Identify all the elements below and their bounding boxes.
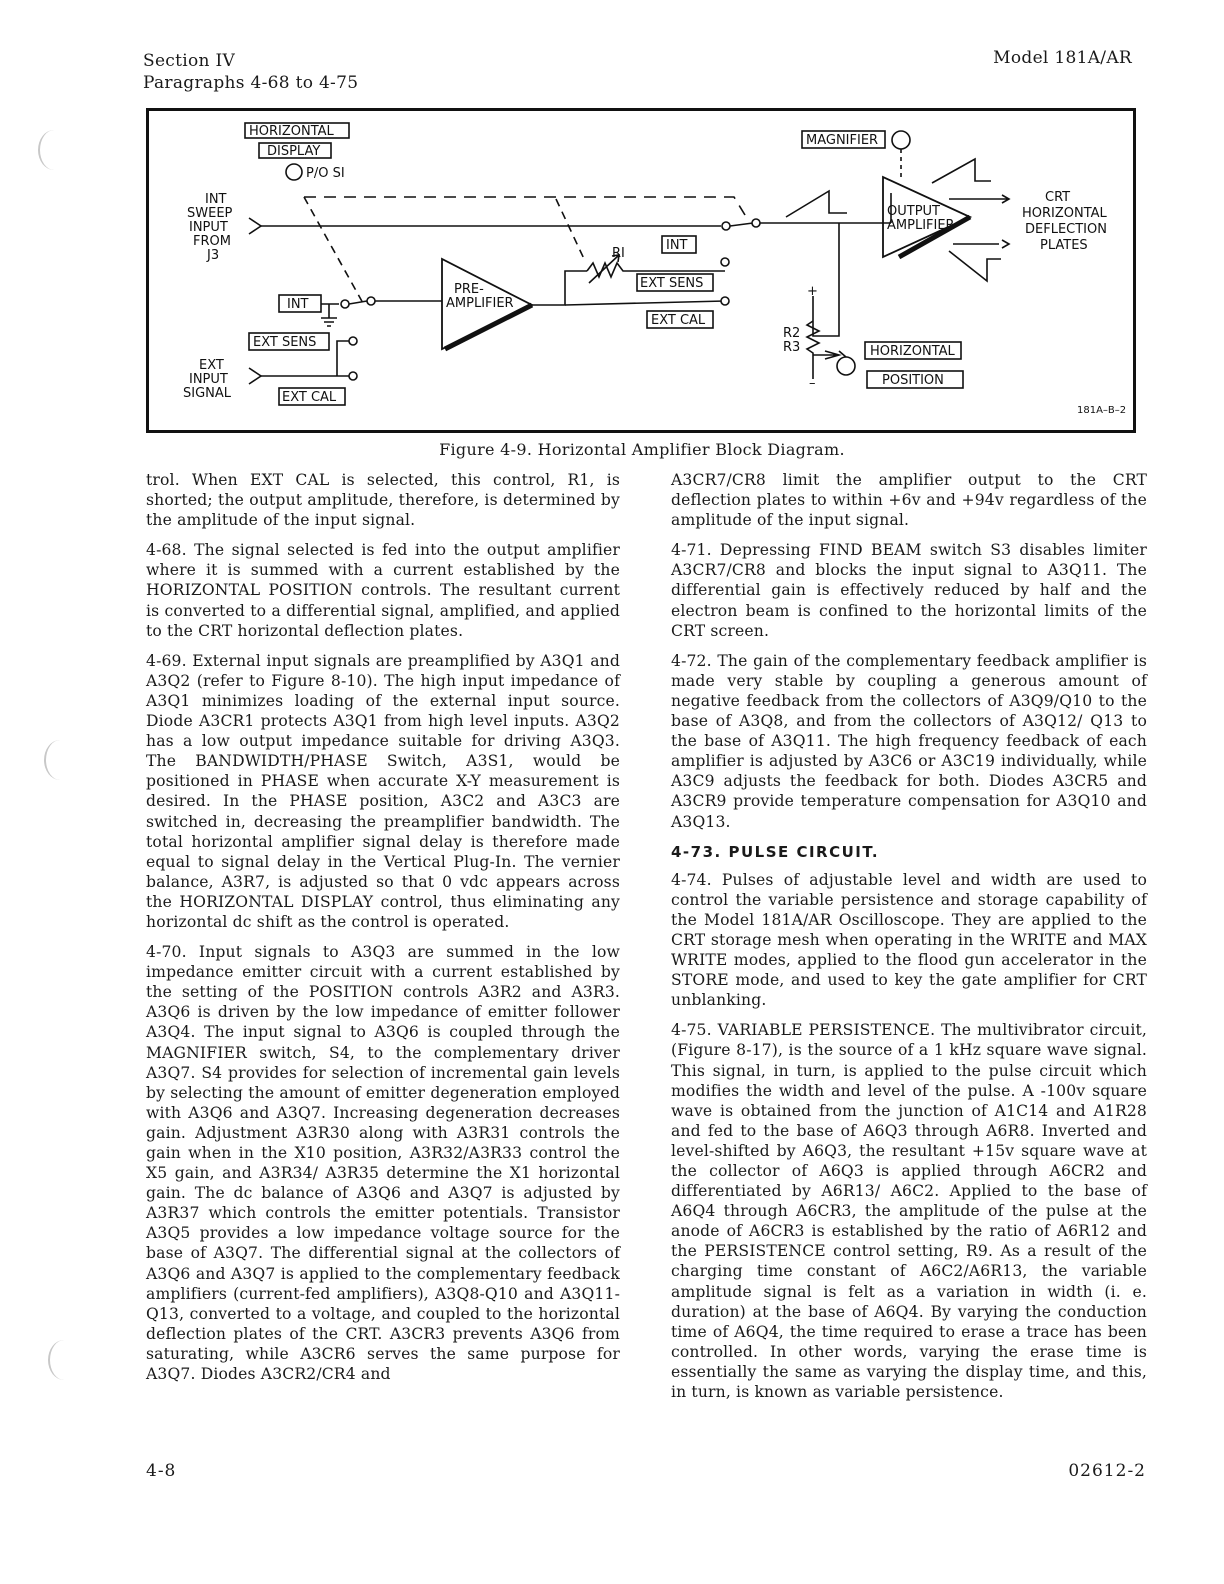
int-sweep-label-1: INT bbox=[205, 192, 227, 207]
display-switch-knob bbox=[286, 164, 302, 180]
int-sweep-label-3: INPUT bbox=[189, 220, 228, 235]
paragraph: trol. When EXT CAL is selected, this control, R1, is shorted; the output amplitude, therefore, is determined by the amplitude of the input signal. bbox=[146, 471, 620, 530]
left-text-column bbox=[146, 470, 620, 1394]
output-waveform-top bbox=[932, 159, 991, 183]
output-amp-label-2: AMPLIFIER bbox=[887, 218, 955, 233]
figure-caption: Figure 4-9. Horizontal Amplifier Block Diagram. bbox=[439, 440, 845, 459]
paragraph: A3CR7/CR8 limit the amplifier output to the CRT deflection plates to within +6v and +94v regardless of the amplitude of the input signal. bbox=[671, 471, 1147, 530]
switch-blade bbox=[730, 223, 753, 226]
int-sweep-arrow bbox=[249, 218, 261, 234]
ext-input-arrow bbox=[249, 368, 261, 384]
paragraph: 4-69. External input signals are preamplified by A3Q1 and A3Q2 (refer to Figure 8-10). The high input impedance of A3Q1 minimizes loading of the external input source. Diode A3CR1 protects A3Q1 from high level inputs. A3Q2 has a low output impedance suitable for driving A3Q3. The BANDWIDTH/PHASE Switch, A3S1, would be positioned in PHASE when accurate X-Y measurement is desired. In the PHASE position, A3C2 and A3C3 are switched in, decreasing the preamplifier bandwidth. The total horizontal amplifier signal delay is therefore made equal to signal delay in the Vertical Plug-In. The vernier balance, A3R7, is adjusted so that 0 vdc appears across the HORIZONTAL DISPLAY control, thus eliminating any horizontal dc shift as the control is operated. bbox=[146, 651, 620, 931]
model-label: Model 181A/AR bbox=[993, 48, 1132, 68]
paragraph: 4-74. Pulses of adjustable level and width are used to control the variable persistence and storage capability of the Model 181A/AR Oscilloscope. They are applied to the CRT storage mesh when operating in the WRITE and MAX WRITE modes, applied to the flood gun accelerator in the STORE mode, and used to key the gate amplifier for CRT unblanking. bbox=[671, 870, 1147, 1010]
crt-label-2: HORIZONTAL bbox=[1022, 206, 1107, 221]
sweep-waveform-icon bbox=[786, 191, 847, 217]
punch-hole-mark bbox=[44, 740, 76, 780]
ext-cal-right-label: EXT CAL bbox=[651, 313, 706, 328]
switch-linkage-diagonal-2 bbox=[556, 199, 585, 261]
int-sweep-label-2: SWEEP bbox=[187, 206, 233, 221]
switch-contact bbox=[752, 219, 760, 227]
int-sweep-label-5: J3 bbox=[207, 248, 220, 263]
plus-label: + bbox=[807, 284, 818, 299]
int-left-label: INT bbox=[287, 297, 309, 312]
r2-label: R2 bbox=[783, 326, 801, 341]
paragraph: 4-68. The signal selected is fed into the output amplifier where it is summed with a current established by the HORIZONTAL POSITION controls. The resultant current is converted to a differential signal, amplified, and applied to the CRT horizontal deflection plates. bbox=[146, 541, 620, 640]
paragraph: 4-71. Depressing FIND BEAM switch S3 disables limiter A3CR7/CR8 and blocks the input signal to A3Q11. The differential gain is effectively reduced by half and the electron beam is confined to the horizontal limits of the CRT screen. bbox=[671, 541, 1147, 640]
punch-hole-mark bbox=[38, 130, 70, 170]
ext-cal-left-label: EXT CAL bbox=[282, 390, 337, 405]
section-label: Section IV bbox=[143, 51, 236, 71]
block-diagram-figure bbox=[146, 108, 1136, 433]
r1-label: RI bbox=[612, 246, 625, 261]
magnifier-label: MAGNIFIER bbox=[806, 133, 879, 148]
switch-linkage-line bbox=[304, 197, 745, 215]
paragraph: 4-70. Input signals to A3Q3 are summed in the low impedance emitter circuit with a current established by the setting of the POSITION controls A3R2 and A3R3. A3Q6 is driven by the low impedance of emitter follower A3Q4. The input signal to A3Q6 is coupled through the MAGNIFIER switch, S4, to the complementary driver A3Q7. S4 provides for selection of incremental gain levels by selecting the amount of emitter degeneration employed with A3Q6 and A3Q7. Increasing degeneration decreases gain. Adjustment A3R30 along with A3R31 controls the gain when in the X10 position, A3R32/A3R33 control the X5 gain, and A3R34/ A3R35 determine the X1 horizontal gain. The dc balance of A3Q6 and A3Q7 is adjusted by A3R37 which controls the emitter potentials. Transistor A3Q5 provides a low impedance voltage source for the base of A3Q7. The differential signal at the collectors of A3Q6 and A3Q7 is applied to the complementary feedback amplifiers (current-fed amplifiers), A3Q8-Q10 and A3Q11-Q13, converted to a voltage, and coupled to the horizontal deflection plates of the CRT. A3CR3 prevents A3Q6 from saturating, while A3CR6 serves the same purpose for A3Q7. Diodes A3CR2/CR4 and bbox=[146, 943, 620, 1384]
int-right-label: INT bbox=[666, 238, 688, 253]
horizontal-pos-label: HORIZONTAL bbox=[870, 344, 955, 359]
r3-label: R3 bbox=[783, 340, 801, 355]
p-o-si-label: P/O SI bbox=[306, 166, 345, 181]
switch-contact bbox=[722, 222, 730, 230]
ext-sens-right-label: EXT SENS bbox=[640, 276, 704, 291]
paragraph: 4-72. The gain of the complementary feedback amplifier is made very stable by coupling a generous amount of negative feedback from the collectors of A3Q9/Q10 to the base of A3Q8, and from the collectors of A3Q12/ Q13 to the base of A3Q11. The high frequency feedback of each amplifier is adjusted by A3C6 or A3C19 individually, while A3C9 adjusts the feedback for both. Diodes A3CR5 and A3CR9 provide temperature compensation for A3Q10 and A3Q13. bbox=[671, 651, 1147, 831]
switch-linkage-diagonal bbox=[304, 197, 364, 305]
punch-hole-mark bbox=[48, 1340, 80, 1380]
crt-label-4: PLATES bbox=[1040, 238, 1088, 253]
crt-label-1: CRT bbox=[1045, 190, 1071, 205]
figure-id-label: 181A–B–2 bbox=[1077, 405, 1127, 416]
block-diagram-svg bbox=[149, 111, 1133, 430]
preamp-label-1: PRE- bbox=[454, 282, 484, 297]
paragraph: 4-75. VARIABLE PERSISTENCE. The multivibrator circuit, (Figure 8-17), is the source of a 1 kHz square wave signal. This signal, in turn, is applied to the pulse circuit which modifies the width and level of the pulse. A -100v square wave is obtained from the junction of A1C14 and A1R28 and fed to the base of A6Q3 through A6R8. Inverted and level-shifted by A6Q3, the resultant +15v square wave at the collector of A6Q3 is applied through A6CR2 and differentiated by A6R13/ A6C2. Applied to the base of A6Q4 through A6CR3, the amplitude of the pulse at the anode of A6CR3 is established by the ratio of A6R12 and the PERSISTENCE control setting, R9. As a result of the charging time constant of A6C2/A6R13, the variable amplitude signal is felt as a variation in width (i. e. duration) at the base of A6Q4. By varying the conduction time of A6Q4, the time required to erase a trace has been controlled. In other words, varying the erase time is essentially the same as varying the display time, and this, in turn, is known as variable persistence. bbox=[671, 1021, 1147, 1402]
display-label: DISPLAY bbox=[267, 144, 321, 159]
page-header-section bbox=[143, 50, 358, 94]
document-number: 02612-2 bbox=[1068, 1461, 1146, 1481]
horizontal-label: HORIZONTAL bbox=[249, 124, 334, 139]
paragraphs-label: Paragraphs 4-68 to 4-75 bbox=[143, 73, 359, 93]
position-switch-knob bbox=[837, 357, 855, 375]
int-sweep-label-4: FROM bbox=[193, 234, 231, 249]
ext-input-label-1: EXT bbox=[199, 358, 224, 373]
preamp-label-2: AMPLIFIER bbox=[446, 296, 514, 311]
section-heading: 4-73. PULSE CIRCUIT. bbox=[671, 842, 880, 861]
ext-sens-left-label: EXT SENS bbox=[253, 335, 317, 350]
ground-symbol bbox=[321, 304, 337, 326]
position-label: POSITION bbox=[882, 373, 944, 388]
output-amp-label-1: OUTPUT bbox=[887, 204, 940, 219]
page-number: 4-8 bbox=[146, 1461, 177, 1481]
ext-input-label-2: INPUT bbox=[189, 372, 228, 387]
output-waveform-bottom bbox=[949, 251, 1001, 281]
minus-label: – bbox=[809, 376, 816, 391]
crt-label-3: DEFLECTION bbox=[1025, 222, 1107, 237]
right-text-column bbox=[671, 470, 1147, 1412]
magnifier-switch-knob bbox=[892, 131, 910, 149]
ext-input-label-3: SIGNAL bbox=[183, 386, 232, 401]
